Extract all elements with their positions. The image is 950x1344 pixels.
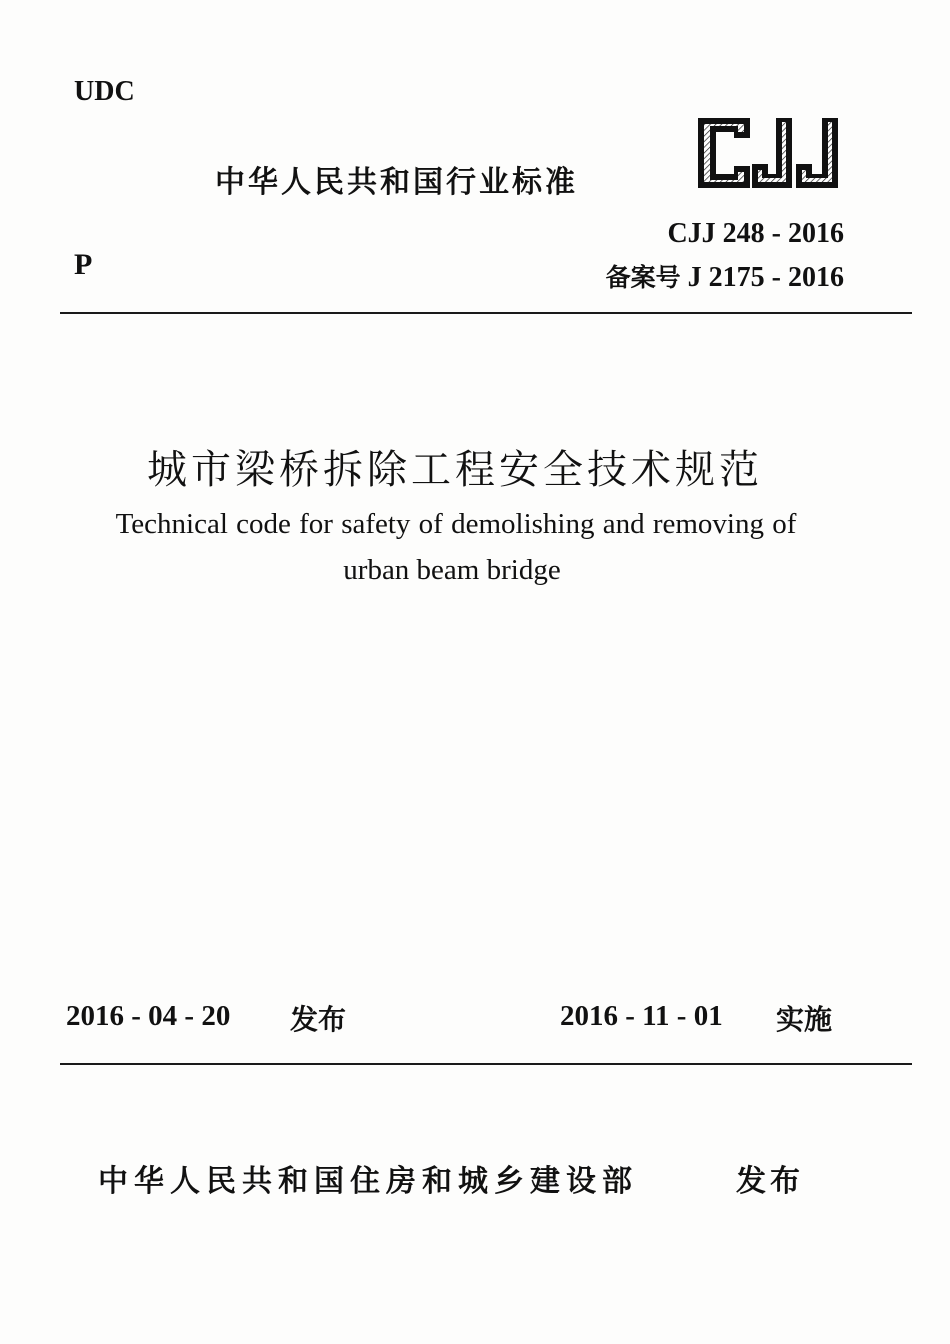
title-english-line1: Technical code for safety of demolishing and removing of <box>115 508 797 540</box>
standard-number: CJJ 248 - 2016 <box>667 218 844 249</box>
classification-code: P <box>74 248 93 281</box>
filing-number-line <box>606 258 844 294</box>
effective-label: 实施 <box>776 1003 833 1036</box>
cjj-logo <box>688 112 848 194</box>
bottom-divider <box>60 1063 912 1065</box>
issue-label: 发布 <box>290 1003 347 1036</box>
filing-number-value: J 2175 - 2016 <box>687 262 844 293</box>
udc-label: UDC <box>74 76 135 107</box>
issue-date: 2016 - 04 - 20 <box>66 1000 231 1032</box>
title-chinese: 城市梁桥拆除工程安全技术规范 <box>147 447 763 493</box>
publisher-name: 中华人民共和国住房和城乡建设部 <box>98 1164 638 1199</box>
top-divider <box>60 312 912 314</box>
publish-label: 发布 <box>736 1164 804 1199</box>
industry-standard-heading: 中华人民共和国行业标准 <box>215 165 578 200</box>
filing-number-label: 备案号 <box>605 263 681 292</box>
title-english-line2: urban beam bridge <box>343 554 561 586</box>
effective-date: 2016 - 11 - 01 <box>560 1000 723 1032</box>
